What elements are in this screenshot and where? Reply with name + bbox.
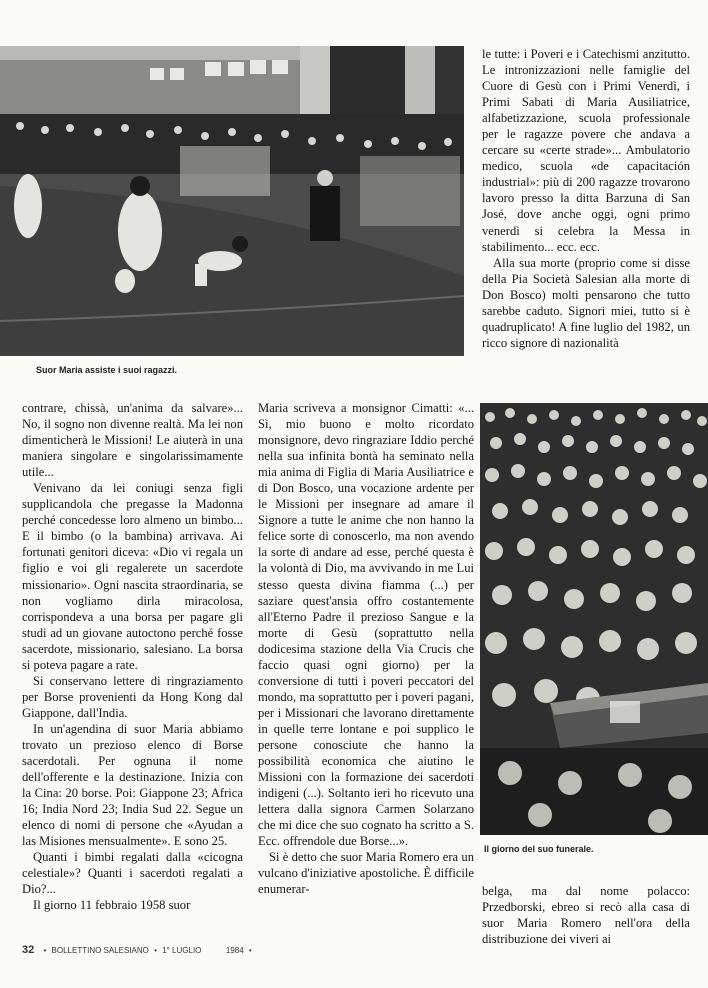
text-column-top-right (482, 46, 690, 351)
paragraph: Venivano da lei coniugi senza figli supplicandola che pregasse la Madonna perché concedesse loro almeno un bimbo... E il bimbo (o la bambina) arrivava. Ai fortunati genitori diceva: «Dio vi regala un figlio e voi gli regalerete un sacerdote missionario». Ogni nascita straordinaria, se non vogliamo dirla miracolosa, corrispondeva a una borsa per pagare gli studi ad un giovane autoctono perché fosse sacerdote, missionario, salesiano. La borsa si poteva pagare a rate. (22, 481, 243, 672)
text-column-bottom-right (482, 883, 690, 947)
text-column-left (22, 400, 243, 914)
photo-funeral-image (480, 403, 708, 835)
photo-funeral-crowd (480, 403, 708, 835)
issue-year: 1984 (225, 946, 244, 955)
photo-caption-right: Il giorno del suo funerale. (484, 844, 594, 854)
paragraph: Quanti i bimbi regalati dalla «cicogna celestiale»? Quanti i sacerdoti regalati a Dio?... (22, 850, 243, 897)
photo-caption-top: Suor Maria assiste i suoi ragazzi. (36, 365, 178, 375)
paragraph: belga, ma dal nome polacco: Przedborski, ebreo si recò alla casa di suor Maria Romero nell'ora della distribuzione dei viveri ai (482, 884, 690, 947)
paragraph: Si è detto che suor Maria Romero era un vulcano d'iniziative apostoliche. È difficile enumerar- (258, 850, 474, 897)
paragraph: In un'agendina di suor Maria abbiamo trovato un prezioso elenco di Borse sacerdotali. Per ognuna il nome dell'offerente e la destinazione. Inizia con la Cina: 20 borse. Poi: Giappone 23; Africa 16; India Nord 23; India Sud 22. Segue un elenco di nomi di persone che «Ayudan a las Misiones mensualmente». E sono 25. (22, 721, 243, 849)
paragraph: Alla sua morte (proprio come si disse della Pia Società Salesian alla morte di Don Bosco) molti pensarono che tutto sarebbe caduto. Signori miei, tutto si è quadruplicato! A fine luglio del 1982, un ricco signore di nazionalità (482, 255, 690, 350)
page-footer: 32 • BOLLETTINO SALESIANO • 1° LUGLIO 1984 • (22, 944, 252, 956)
paragraph: Si conservano lettere di ringraziamento per Borse provenienti da Hong Kong dal Giappone, dall'India. (22, 673, 243, 720)
photo-courtyard-image (0, 46, 464, 356)
paragraph: contrare, chissà, un'anima da salvare»... No, il sogno non divenne realtà. Ma lei non dimenticherà le Missioni! Le aiuterà in una maniera singolare e singolarissimamente utile... (22, 401, 243, 480)
photo-courtyard-children (0, 46, 464, 356)
paragraph: Il giorno 11 febbraio 1958 suor (33, 898, 191, 913)
issue-date: 1° LUGLIO (162, 946, 202, 955)
publication-name: BOLLETTINO SALESIANO (51, 946, 149, 955)
text-column-middle (258, 400, 474, 897)
paragraph: Maria scriveva a monsignor Cimatti: «... Sì, mio buono e molto ricordato monsignore, devo ringraziare Iddio perché nella sua infinita bontà ha seminato nella mia anima di Figlia di Maria Ausiliatrice e di Don Bosco, una vocazione ardente per le Missioni per insegnare ad amare il Signore a tutte le anime che non hanno la felice sorte di conoscerlo, ma non avendo la sorte di andare ad esse, perché questa è la volontà di Dio, ma avvivando in me Lui stesso questa divina fiamma (...) per saziare quest'ansia offro costantemente all'Eterno Padre il prezioso Sangue e la morte di Gesù (soprattutto nella dodicesima stazione della Via Crucis che faccio quasi ogni giorno) per la conversione di tutti i poveri peccatori del mondo, ma soprattutto per i poveri pagani, per i Missionari che lavorano direttamente in quelle terre lontane e poi supplico le persone conosciute che hanno la possibilità economica che aiutino le Missioni con la formazione dei sacerdoti indigeni (...). Soltanto ieri ho ricevuto una lettera dalla signora Carmen Solarzano che mi dice che suo cognato ha scritto a S. Ecc. offrendole due Borse...». (258, 401, 474, 849)
paragraph: le tutte: i Poveri e i Catechismi anzitutto. Le intronizzazioni nelle famiglie del Cuore di Gesù con i Primi Venerdì, i Primi Sabati di Maria Ausiliatrice, alfabetizzazione, scuola professionale per le ragazze povere che andava a cercare su «certe strade»... Ambulatorio medico, scuola «de capacitación industrial»: più di 200 ragazze trovarono lavoro presso la ditta Barzuna di San José, dove anche oggi, ogni primo venerdì si celebra la Messa in stabilimento... ecc. ecc. (482, 47, 690, 254)
page-number: 32 (22, 944, 35, 956)
